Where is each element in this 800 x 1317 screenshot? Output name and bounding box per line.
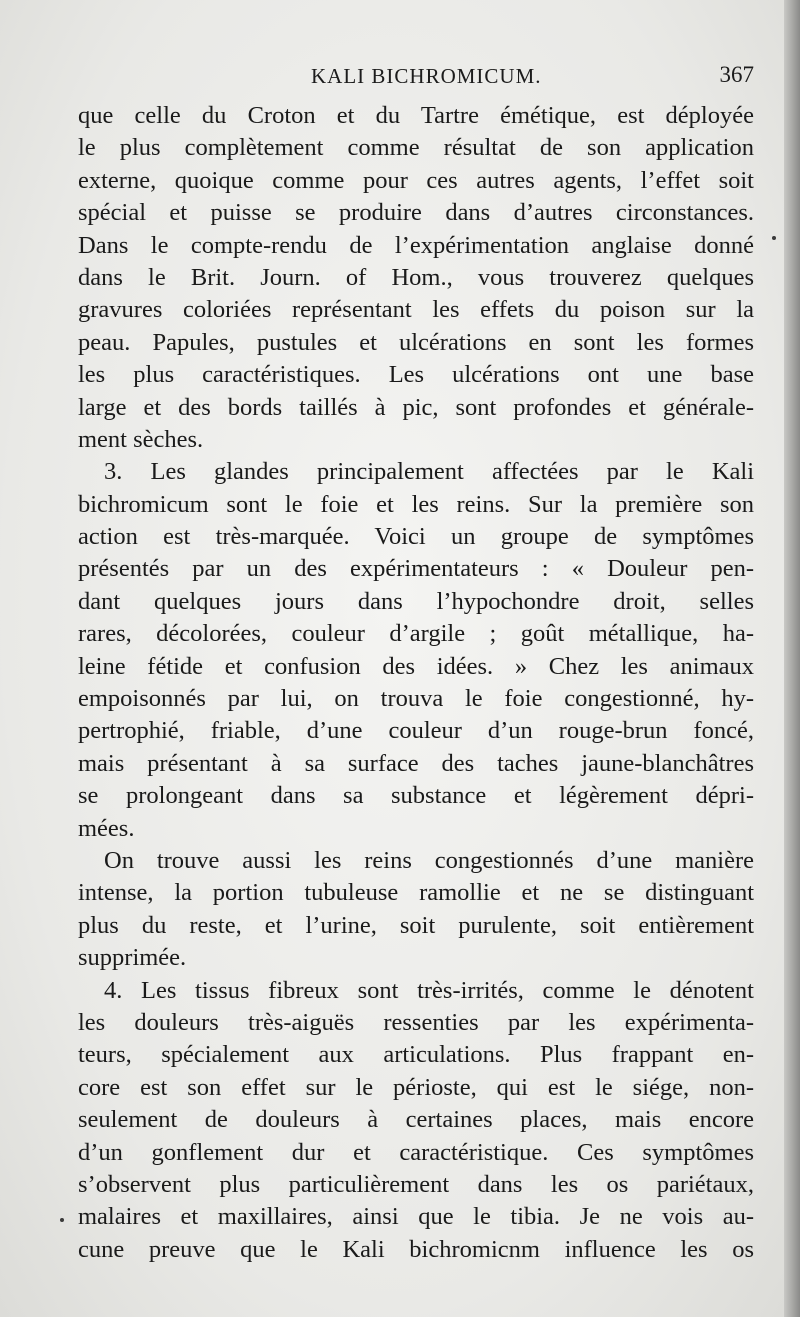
text-line	[78, 1169, 754, 1201]
text-line-content: seulement de douleurs à certaines places, mais encore	[78, 1106, 754, 1134]
text-line	[78, 748, 754, 780]
text-line-content: action est très-marquée. Voici un groupe de symptômes	[78, 523, 754, 551]
ink-speck	[772, 236, 776, 240]
text-line	[78, 424, 754, 456]
text-line	[78, 165, 754, 197]
text-line-content: teurs, spécialement aux articulations. Plus frappant en-	[78, 1041, 754, 1069]
text-line-content: dant quelques jours dans l’hypochondre droit, selles	[78, 587, 754, 615]
text-line-content: Dans le compte-rendu de l’expérimentation anglaise donné	[78, 231, 754, 259]
text-line-content: core est son effet sur le périoste, qui est le siége, non-	[78, 1073, 754, 1101]
text-line-content: rares, décolorées, couleur d’argile ; goût métallique, ha-	[78, 620, 754, 648]
text-line	[78, 359, 754, 391]
text-line-content: 4. Les tissus fibreux sont très-irrités, comme le dénotent	[104, 976, 754, 1004]
text-line	[78, 1072, 754, 1104]
text-line-content: supprimée.	[78, 944, 187, 972]
text-line	[78, 1201, 754, 1233]
text-line	[78, 1104, 754, 1136]
text-line-content: cune preuve que le Kali bichromicnm influence les os	[78, 1235, 754, 1263]
text-line-content: que celle du Croton et du Tartre émétique, est déployée	[78, 102, 754, 129]
text-line	[78, 942, 754, 974]
text-line	[78, 456, 754, 488]
text-line-content: d’un gonflement dur et caractéristique. Ces symptômes	[78, 1138, 754, 1166]
text-line-content: présentés par un des expérimentateurs : « Douleur pen-	[78, 555, 754, 583]
text-line-content: ment sèches.	[78, 425, 204, 453]
text-line	[78, 262, 754, 294]
text-line	[78, 586, 754, 618]
text-line	[78, 1039, 754, 1071]
text-line-content: bichromicum sont le foie et les reins. Sur la première son	[78, 490, 754, 518]
page-number: 367	[719, 62, 754, 87]
text-line-content: 3. Les glandes principalement affectées par le Kali	[104, 458, 754, 486]
text-line-content: leine fétide et confusion des idées. » Chez les animaux	[78, 652, 754, 680]
text-line	[78, 813, 754, 845]
text-line	[78, 910, 754, 942]
page-header	[78, 62, 754, 94]
text-line-content: se prolongeant dans sa substance et légèrement dépri-	[78, 782, 754, 810]
text-line	[78, 489, 754, 521]
text-line-content: mées.	[78, 814, 135, 842]
page-edge	[784, 0, 800, 1317]
text-line-content: mais présentant à sa surface des taches jaune-blanchâtres	[78, 749, 754, 777]
text-line-content: externe, quoique comme pour ces autres agents, l’effet soit	[78, 166, 754, 194]
text-line	[78, 877, 754, 909]
text-line	[78, 1007, 754, 1039]
text-line	[78, 845, 754, 877]
text-line	[78, 132, 754, 164]
ink-speck	[60, 1218, 64, 1222]
text-line	[78, 230, 754, 262]
running-title: KALI BICHROMICUM.	[311, 64, 542, 88]
text-line	[78, 715, 754, 747]
text-line	[78, 975, 754, 1007]
text-line-content: On trouve aussi les reins congestionnés d’une manière	[104, 846, 754, 874]
text-line-content: les douleurs très-aiguës ressenties par les expérimenta-	[78, 1008, 754, 1036]
text-line-content: large et des bords taillés à pic, sont profondes et générale-	[78, 393, 754, 421]
text-line-content: s’observent plus particulièrement dans les os pariétaux,	[78, 1170, 754, 1198]
text-line	[78, 392, 754, 424]
text-line	[78, 100, 754, 132]
text-line	[78, 197, 754, 229]
text-line-content: peau. Papules, pustules et ulcérations en sont les formes	[78, 328, 754, 356]
text-line	[78, 651, 754, 683]
text-line	[78, 780, 754, 812]
text-line	[78, 1234, 754, 1266]
text-line	[78, 521, 754, 553]
text-line-content: plus du reste, et l’urine, soit purulente, soit entièrement	[78, 911, 754, 939]
text-line-content: spécial et puisse se produire dans d’autres circonstances.	[78, 199, 754, 227]
text-line-content: le plus complètement comme résultat de son application	[78, 134, 754, 162]
text-line-content: empoisonnés par lui, on trouva le foie congestionné, hy-	[78, 685, 754, 713]
text-line-content: malaires et maxillaires, ainsi que le tibia. Je ne vois au-	[78, 1203, 754, 1231]
text-line	[78, 553, 754, 585]
text-line	[78, 683, 754, 715]
text-line-content: pertrophié, friable, d’une couleur d’un rouge-brun foncé,	[78, 717, 754, 745]
text-line	[78, 327, 754, 359]
text-line-content: les plus caractéristiques. Les ulcérations ont une base	[78, 361, 754, 389]
body-text	[78, 100, 754, 1266]
text-line-content: gravures coloriées représentant les effets du poison sur la	[78, 296, 754, 324]
text-line	[78, 618, 754, 650]
text-line-content: dans le Brit. Journ. of Hom., vous trouverez quelques	[78, 263, 754, 291]
text-line	[78, 1137, 754, 1169]
text-line-content: intense, la portion tubuleuse ramollie et ne se distinguant	[78, 879, 754, 907]
text-line	[78, 294, 754, 326]
